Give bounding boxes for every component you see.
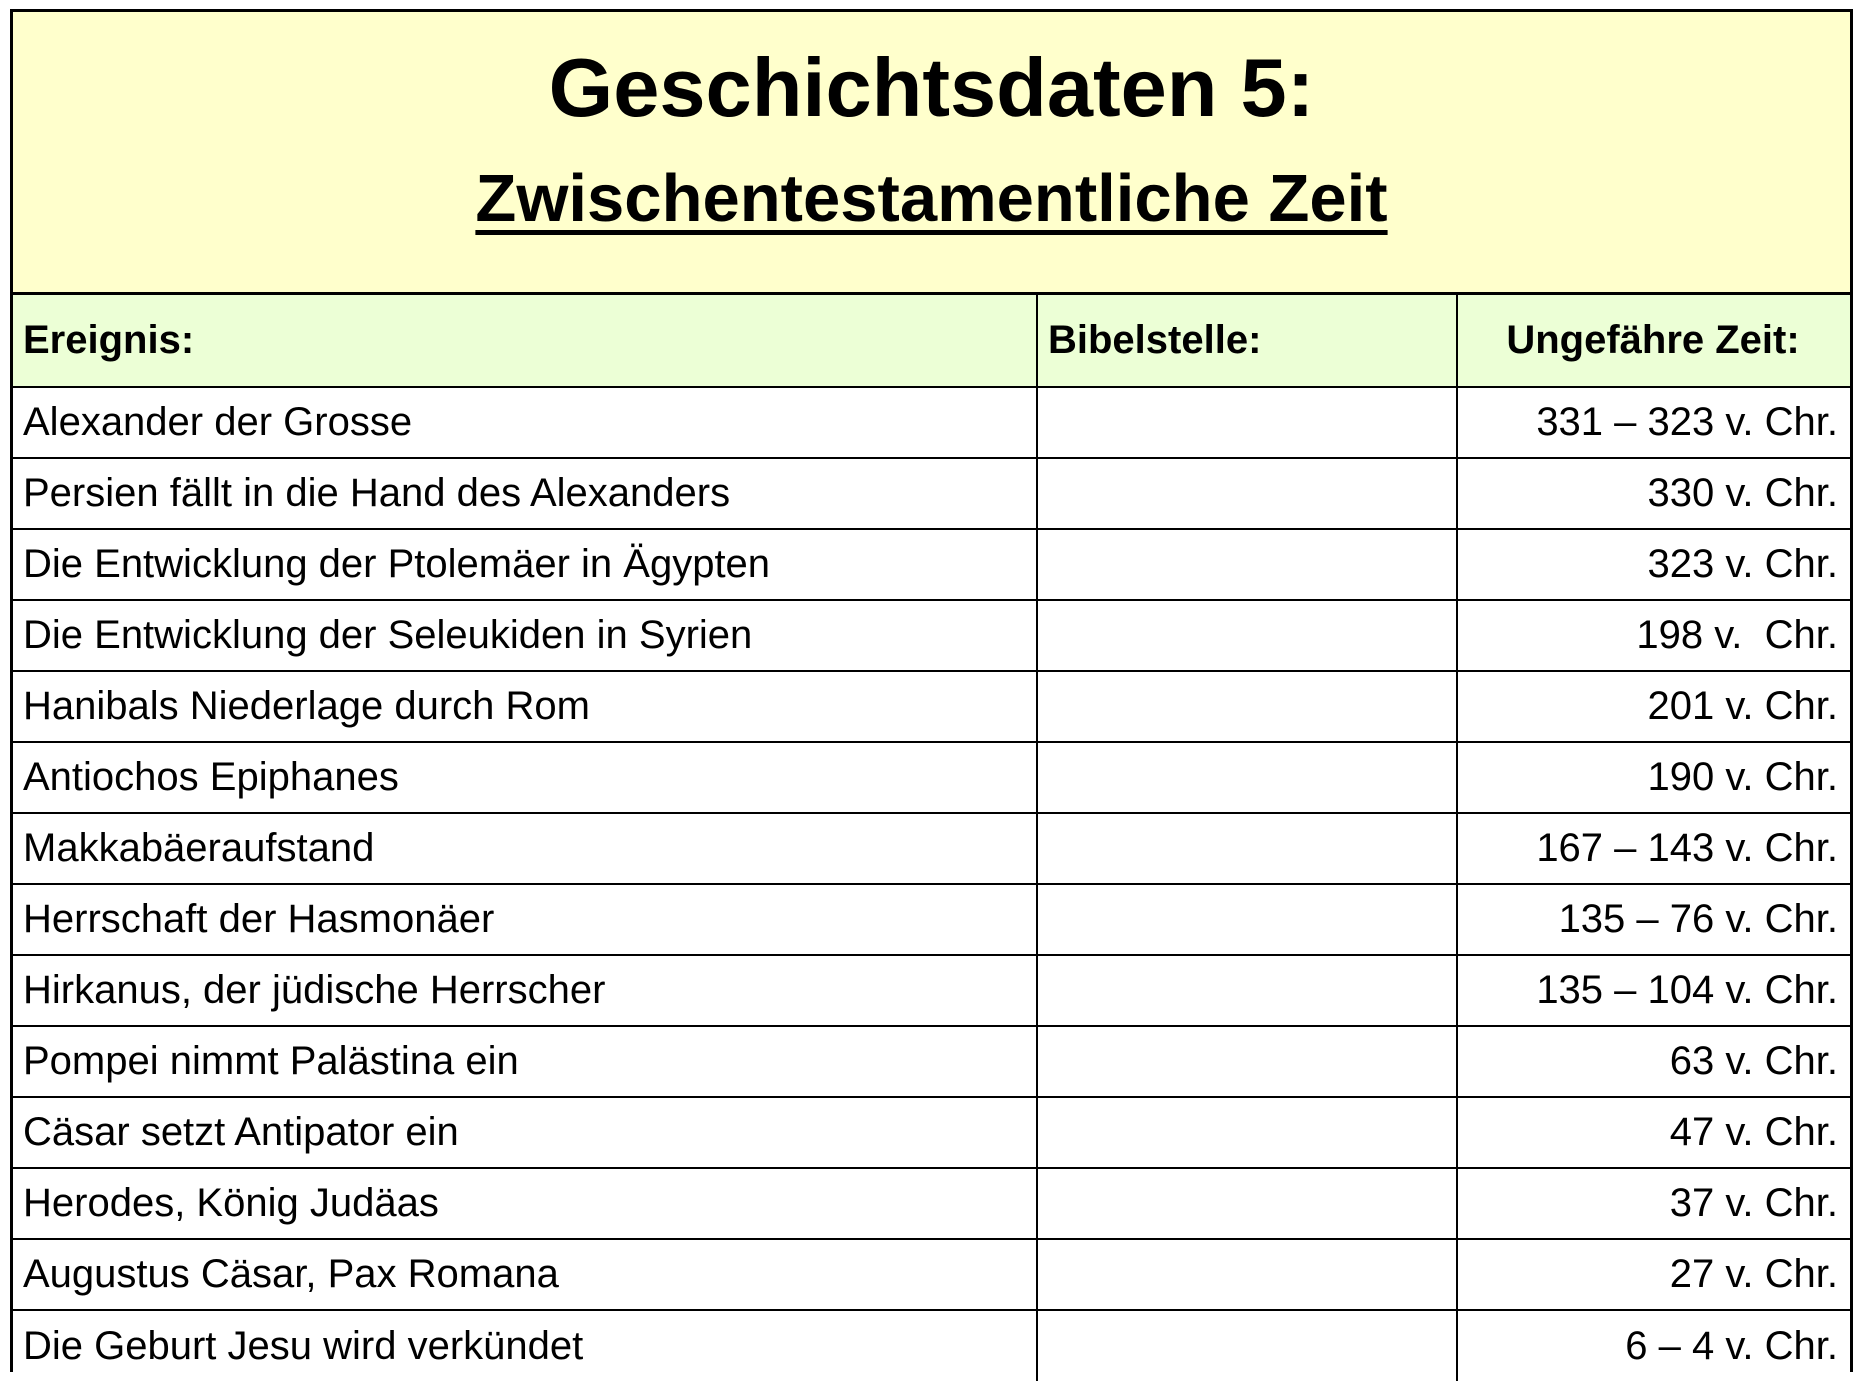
table-row xyxy=(13,1310,1850,1381)
reference-cell xyxy=(1037,742,1457,813)
reference-cell xyxy=(1037,1239,1457,1310)
event-cell: Persien fällt in die Hand des Alexanders xyxy=(13,458,1037,529)
event-cell: Herrschaft der Hasmonäer xyxy=(13,884,1037,955)
table-row xyxy=(13,742,1850,813)
reference-cell xyxy=(1037,1310,1457,1381)
table-row xyxy=(13,458,1850,529)
page-subtitle-text: Zwischentestamentliche Zeit xyxy=(475,161,1388,236)
event-cell: Die Geburt Jesu wird verkündet xyxy=(13,1310,1037,1381)
title-banner xyxy=(13,12,1850,295)
time-cell: 330 v. Chr. xyxy=(1457,458,1850,529)
time-cell: 198 v. Chr. xyxy=(1457,600,1850,671)
event-cell: Hanibals Niederlage durch Rom xyxy=(13,671,1037,742)
event-cell: Hirkanus, der jüdische Herrscher xyxy=(13,955,1037,1026)
column-header-time: Ungefähre Zeit: xyxy=(1457,295,1850,387)
time-cell: 167 – 143 v. Chr. xyxy=(1457,813,1850,884)
reference-cell xyxy=(1037,1097,1457,1168)
time-cell: 331 – 323 v. Chr. xyxy=(1457,387,1850,458)
table-row xyxy=(13,1168,1850,1239)
time-cell: 135 – 76 v. Chr. xyxy=(1457,884,1850,955)
table-row xyxy=(13,600,1850,671)
reference-cell xyxy=(1037,955,1457,1026)
table-row xyxy=(13,884,1850,955)
time-cell: 6 – 4 v. Chr. xyxy=(1457,1310,1850,1381)
page-subtitle xyxy=(13,161,1850,236)
event-cell: Herodes, König Judäas xyxy=(13,1168,1037,1239)
table-row xyxy=(13,529,1850,600)
event-cell: Pompei nimmt Palästina ein xyxy=(13,1026,1037,1097)
reference-cell xyxy=(1037,387,1457,458)
history-dates-table xyxy=(13,295,1850,1381)
reference-cell xyxy=(1037,671,1457,742)
event-cell: Die Entwicklung der Ptolemäer in Ägypten xyxy=(13,529,1037,600)
table-header-row xyxy=(13,295,1850,387)
table-row xyxy=(13,955,1850,1026)
reference-cell xyxy=(1037,884,1457,955)
reference-cell xyxy=(1037,813,1457,884)
reference-cell xyxy=(1037,529,1457,600)
column-header-event: Ereignis: xyxy=(13,295,1037,387)
event-cell: Alexander der Grosse xyxy=(13,387,1037,458)
table-row xyxy=(13,671,1850,742)
time-cell: 37 v. Chr. xyxy=(1457,1168,1850,1239)
time-cell: 27 v. Chr. xyxy=(1457,1239,1850,1310)
table-row xyxy=(13,1097,1850,1168)
time-cell: 190 v. Chr. xyxy=(1457,742,1850,813)
time-cell: 201 v. Chr. xyxy=(1457,671,1850,742)
reference-cell xyxy=(1037,458,1457,529)
reference-cell xyxy=(1037,1026,1457,1097)
time-cell: 135 – 104 v. Chr. xyxy=(1457,955,1850,1026)
table-row xyxy=(13,1026,1850,1097)
time-cell: 47 v. Chr. xyxy=(1457,1097,1850,1168)
history-dates-sheet xyxy=(10,9,1853,1372)
event-cell: Die Entwicklung der Seleukiden in Syrien xyxy=(13,600,1037,671)
column-header-reference: Bibelstelle: xyxy=(1037,295,1457,387)
time-cell: 63 v. Chr. xyxy=(1457,1026,1850,1097)
time-cell: 323 v. Chr. xyxy=(1457,529,1850,600)
event-cell: Makkabäeraufstand xyxy=(13,813,1037,884)
table-header xyxy=(13,295,1850,387)
event-cell: Augustus Cäsar, Pax Romana xyxy=(13,1239,1037,1310)
table-body xyxy=(13,387,1850,1381)
reference-cell xyxy=(1037,1168,1457,1239)
reference-cell xyxy=(1037,600,1457,671)
table-row xyxy=(13,387,1850,458)
table-row xyxy=(13,1239,1850,1310)
event-cell: Cäsar setzt Antipator ein xyxy=(13,1097,1037,1168)
table-row xyxy=(13,813,1850,884)
event-cell: Antiochos Epiphanes xyxy=(13,742,1037,813)
page-title: Geschichtsdaten 5: xyxy=(548,41,1315,134)
